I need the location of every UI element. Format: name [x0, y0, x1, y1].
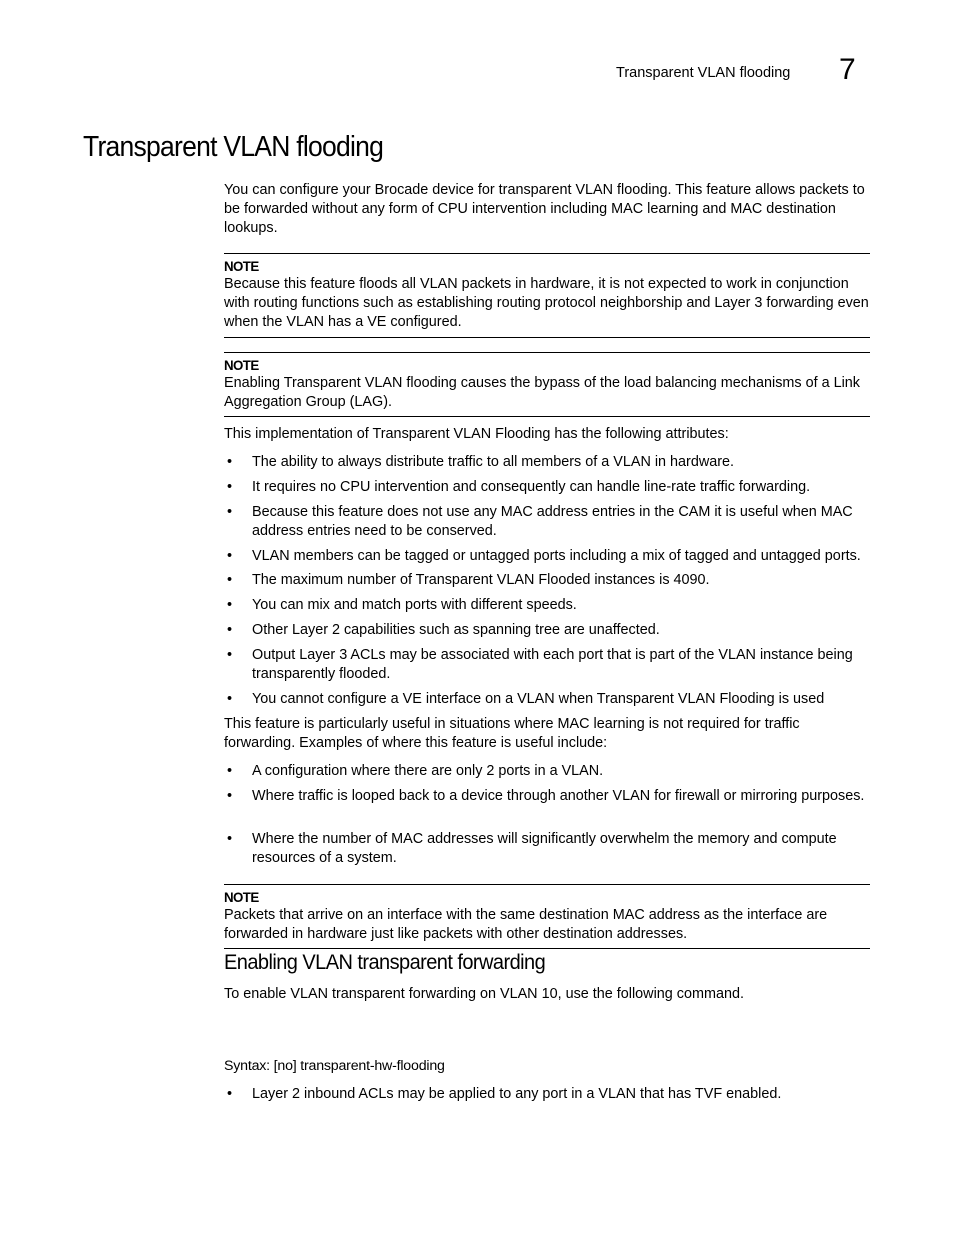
list-item-text: You cannot configure a VE interface on a VLAN when Transparent VLAN Flooding is used	[252, 691, 825, 707]
list-item-text: Output Layer 3 ACLs may be associated with each port that is part of the VLAN instance being transparently flooded.	[252, 647, 853, 682]
command-syntax: Syntax: [no] transparent-hw-flooding	[224, 1058, 445, 1074]
note-box-1	[224, 253, 870, 338]
bullet-icon: •	[227, 572, 233, 588]
bullet-icon: •	[227, 504, 233, 520]
page-title: Transparent VLAN flooding	[83, 131, 384, 163]
list-item-text: Because this feature does not use any MAC address entries in the CAM it is useful when MAC address entries need to be conserved.	[252, 504, 853, 539]
note-top-rule	[224, 253, 870, 254]
note-label: NOTE	[224, 258, 259, 274]
bullet-icon: •	[227, 763, 233, 779]
list-item-text: Layer 2 inbound ACLs may be applied to any port in a VLAN that has TVF enabled.	[252, 1086, 782, 1102]
note-box-3	[224, 884, 870, 949]
bullet-icon: •	[227, 831, 233, 847]
bullet-icon: •	[227, 548, 233, 564]
subsection-intro: To enable VLAN transparent forwarding on VLAN 10, use the following command.	[224, 986, 744, 1002]
list-item-text: VLAN members can be tagged or untagged ports including a mix of tagged and untagged ports.	[252, 548, 861, 564]
bullet-icon: •	[227, 479, 233, 495]
note-text: Enabling Transparent VLAN flooding causes the bypass of the load balancing mechanisms of a Link Aggregation Group (LAG).	[224, 375, 860, 410]
bullet-icon: •	[227, 597, 233, 613]
subsection-title: Enabling VLAN transparent forwarding	[224, 950, 546, 974]
intro-paragraph: You can configure your Brocade device for transparent VLAN flooding. This feature allows packets to be forwarded without any form of CPU intervention including MAC learning and MAC destination lookups.	[224, 182, 865, 236]
note-bottom-rule	[224, 337, 870, 338]
note-label: NOTE	[224, 357, 259, 373]
note-text: Because this feature floods all VLAN packets in hardware, it is not expected to work in conjunction with routing functions such as establishing routing protocol neighborship and Layer 3 forwarding even when the VLAN has a VE configured.	[224, 276, 869, 330]
list-item-text: Other Layer 2 capabilities such as spanning tree are unaffected.	[252, 622, 660, 638]
bullet-icon: •	[227, 691, 233, 707]
note-text: Packets that arrive on an interface with the same destination MAC address as the interface are forwarded in hardware just like packets with other destination addresses.	[224, 907, 828, 942]
list-item-text: Where traffic is looped back to a device through another VLAN for firewall or mirroring purposes.	[252, 788, 865, 804]
bullet-icon: •	[227, 622, 233, 638]
note-bottom-rule	[224, 948, 870, 949]
bullet-icon: •	[227, 1086, 233, 1102]
uses-intro: This feature is particularly useful in situations where MAC learning is not required for traffic forwarding. Examples of where this feature is useful include:	[224, 716, 800, 751]
note-bottom-rule	[224, 416, 870, 417]
list-item-text: You can mix and match ports with different speeds.	[252, 597, 577, 613]
running-header-title: Transparent VLAN flooding	[616, 65, 791, 81]
chapter-number: 7	[839, 53, 856, 86]
list-item-text: The ability to always distribute traffic to all members of a VLAN in hardware.	[252, 454, 735, 470]
bullet-icon: •	[227, 647, 233, 663]
note-top-rule	[224, 352, 870, 353]
note-top-rule	[224, 884, 870, 885]
note-box-2	[224, 352, 870, 417]
bullet-icon: •	[227, 788, 233, 804]
note-label: NOTE	[224, 889, 259, 905]
attributes-intro: This implementation of Transparent VLAN Flooding has the following attributes:	[224, 426, 729, 442]
list-item-text: The maximum number of Transparent VLAN Flooded instances is 4090.	[252, 572, 710, 588]
list-item-text: Where the number of MAC addresses will significantly overwhelm the memory and compute resources of a system.	[252, 831, 837, 866]
bullet-icon: •	[227, 454, 233, 470]
list-item-text: A configuration where there are only 2 ports in a VLAN.	[252, 763, 604, 779]
list-item-text: It requires no CPU intervention and consequently can handle line-rate traffic forwarding.	[252, 479, 811, 495]
